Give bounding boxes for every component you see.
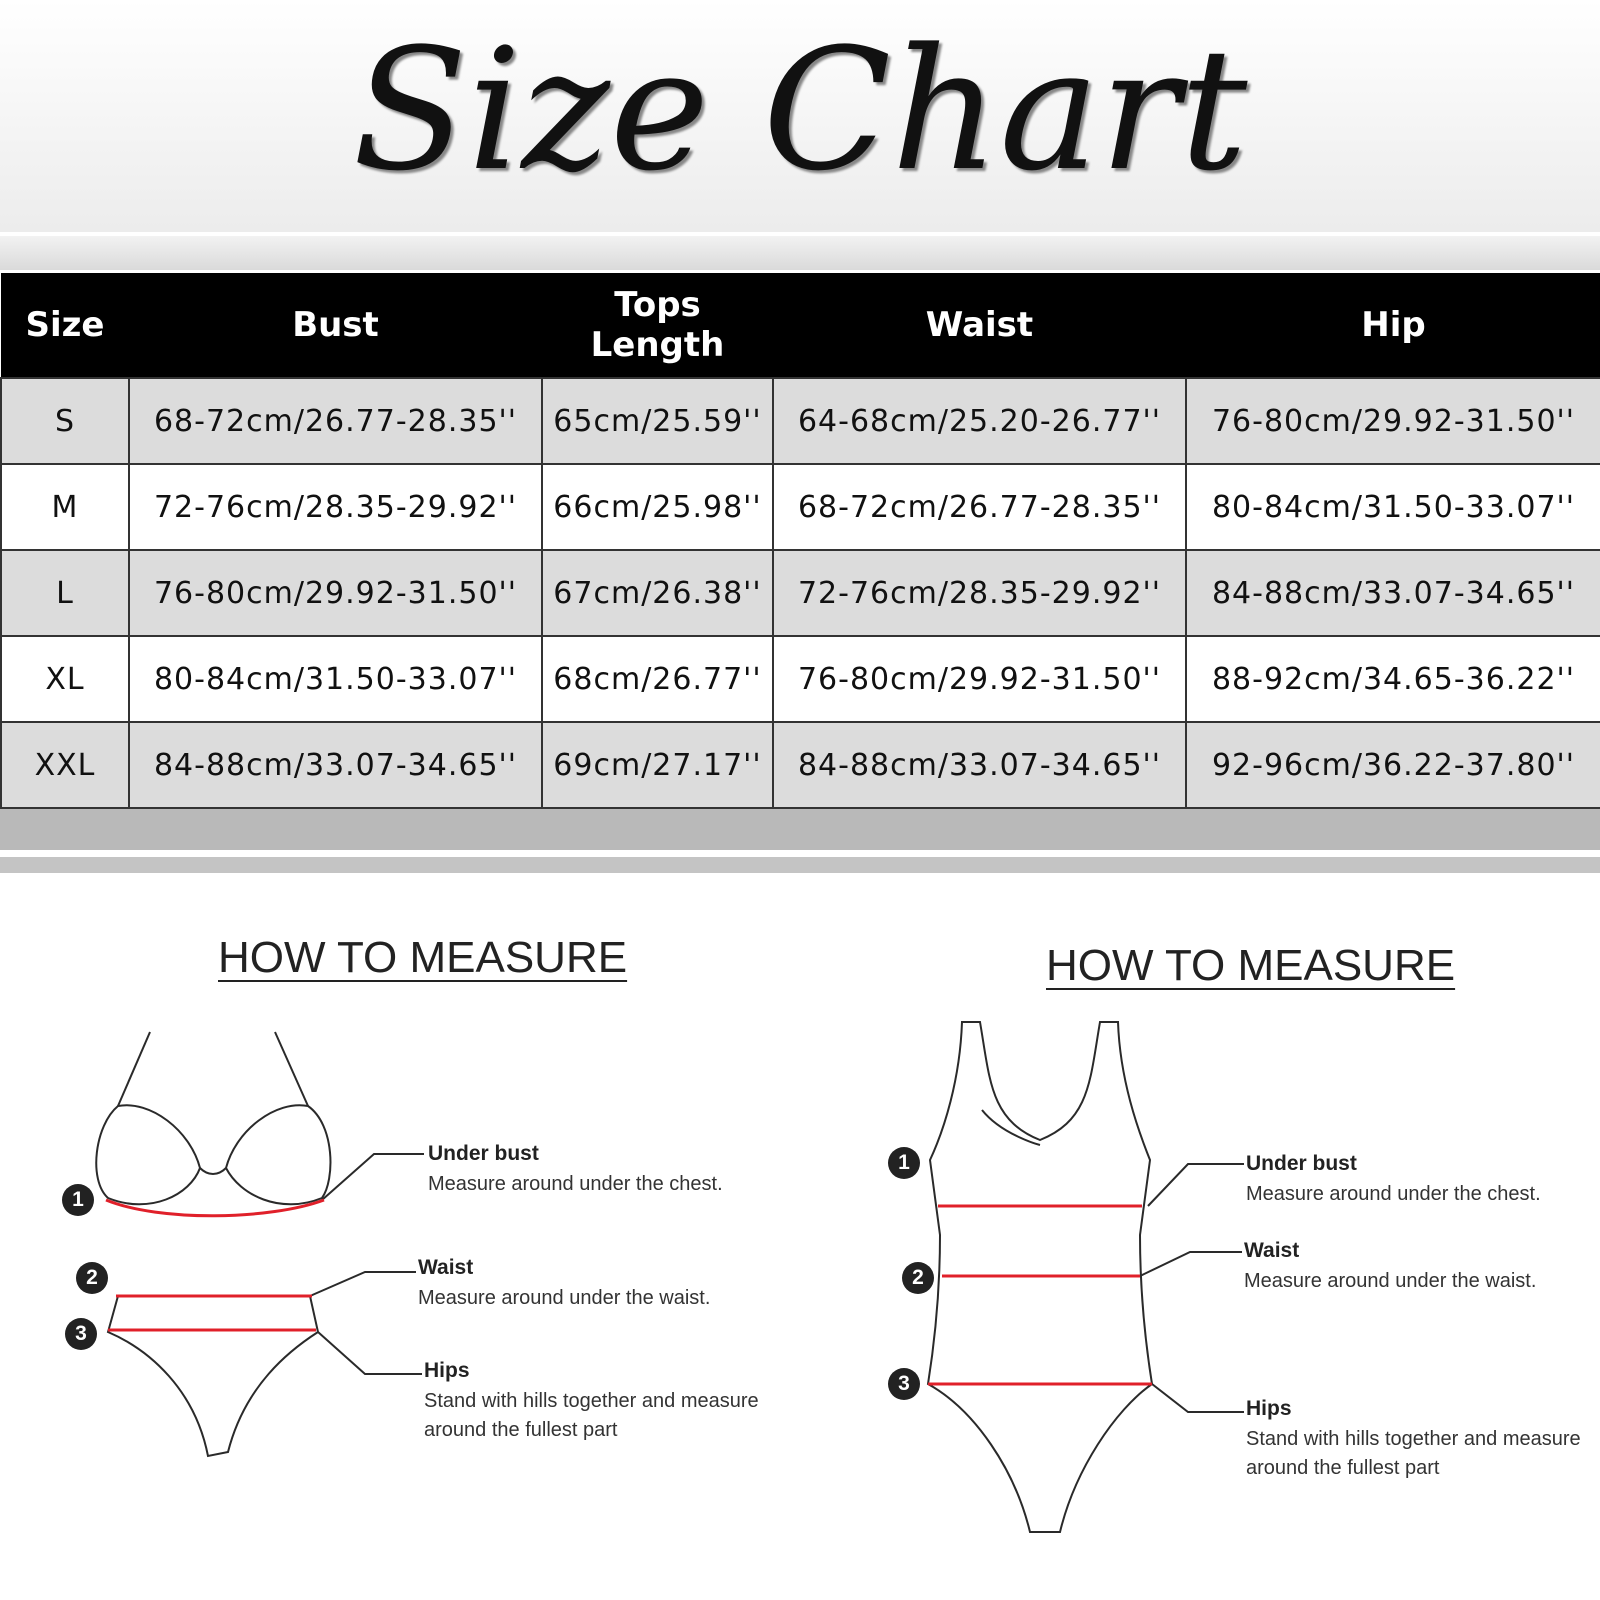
cell-size: XXL [1, 722, 129, 808]
under-bust-title: Under bust [428, 1142, 539, 1165]
cell-hip: 92-96cm/36.22-37.80'' [1186, 722, 1600, 808]
bikini-top-illustration [96, 1032, 330, 1204]
under-bust-desc: Measure around under the chest. [428, 1173, 723, 1195]
waist-desc: Measure around under the waist. [1244, 1270, 1537, 1292]
bikini-bottom-illustration [108, 1296, 318, 1456]
hips-leader-line-right [1152, 1384, 1244, 1412]
cell-bust: 68-72cm/26.77-28.35'' [129, 378, 542, 464]
cell-tops-length: 68cm/26.77'' [542, 636, 773, 722]
badge-1-left: 1 [62, 1184, 94, 1216]
under-bust-leader-line [322, 1154, 424, 1200]
cell-tops-length: 66cm/25.98'' [542, 464, 773, 550]
cell-size: XL [1, 636, 129, 722]
cell-waist: 68-72cm/26.77-28.35'' [773, 464, 1186, 550]
cell-hip: 84-88cm/33.07-34.65'' [1186, 550, 1600, 636]
cell-hip: 88-92cm/34.65-36.22'' [1186, 636, 1600, 722]
cell-tops-length: 65cm/25.59'' [542, 378, 773, 464]
cell-size: L [1, 550, 129, 636]
header-size: Size [1, 273, 129, 378]
hips-title: Hips [424, 1359, 470, 1382]
badge-2-left: 2 [76, 1262, 108, 1294]
how-to-measure-heading-right: HOW TO MEASURE [1046, 941, 1456, 990]
header-hip: Hip [1186, 273, 1600, 378]
cell-bust: 80-84cm/31.50-33.07'' [129, 636, 542, 722]
waist-label-left [418, 1256, 710, 1313]
how-to-measure-heading-left: HOW TO MEASURE [218, 933, 628, 982]
cell-waist: 72-76cm/28.35-29.92'' [773, 550, 1186, 636]
waist-title: Waist [1244, 1239, 1300, 1262]
cell-bust: 76-80cm/29.92-31.50'' [129, 550, 542, 636]
badge-1-right: 1 [888, 1147, 920, 1179]
cell-size: S [1, 378, 129, 464]
header-bust: Bust [129, 273, 542, 378]
hips-desc: Stand with hills together and measure around the fullest part [1246, 1428, 1581, 1479]
under-bust-title: Under bust [1246, 1152, 1357, 1175]
waist-label-right [1244, 1239, 1536, 1296]
under-bust-desc: Measure around under the chest. [1246, 1183, 1541, 1205]
waist-title: Waist [418, 1256, 474, 1279]
hips-title: Hips [1246, 1397, 1292, 1420]
page-title: Size Chart [352, 12, 1248, 208]
cell-tops-length: 69cm/27.17'' [542, 722, 773, 808]
under-bust-leader-line-right [1148, 1164, 1244, 1206]
cell-waist: 64-68cm/25.20-26.77'' [773, 378, 1186, 464]
badge-3-right: 3 [888, 1368, 920, 1400]
under-bust-label-left [428, 1142, 723, 1199]
waist-leader-line-right [1140, 1252, 1242, 1276]
cell-waist: 76-80cm/29.92-31.50'' [773, 636, 1186, 722]
cell-bust: 72-76cm/28.35-29.92'' [129, 464, 542, 550]
under-bust-measure-line [106, 1200, 324, 1216]
cell-hip: 80-84cm/31.50-33.07'' [1186, 464, 1600, 550]
waist-leader-line [310, 1272, 416, 1296]
hips-label-left [424, 1359, 759, 1445]
hips-leader-line [318, 1332, 422, 1374]
cell-waist: 84-88cm/33.07-34.65'' [773, 722, 1186, 808]
cell-hip: 76-80cm/29.92-31.50'' [1186, 378, 1600, 464]
cell-tops-length: 67cm/26.38'' [542, 550, 773, 636]
hips-label-right [1246, 1397, 1581, 1483]
under-bust-label-right [1246, 1152, 1541, 1209]
badge-2-right: 2 [902, 1262, 934, 1294]
header-tops-length: Tops Length [542, 273, 773, 378]
cell-bust: 84-88cm/33.07-34.65'' [129, 722, 542, 808]
badge-3-left: 3 [65, 1318, 97, 1350]
header-waist: Waist [773, 273, 1186, 378]
hips-desc: Stand with hills together and measure around the fullest part [424, 1390, 759, 1441]
cell-size: M [1, 464, 129, 550]
waist-desc: Measure around under the waist. [418, 1287, 711, 1309]
